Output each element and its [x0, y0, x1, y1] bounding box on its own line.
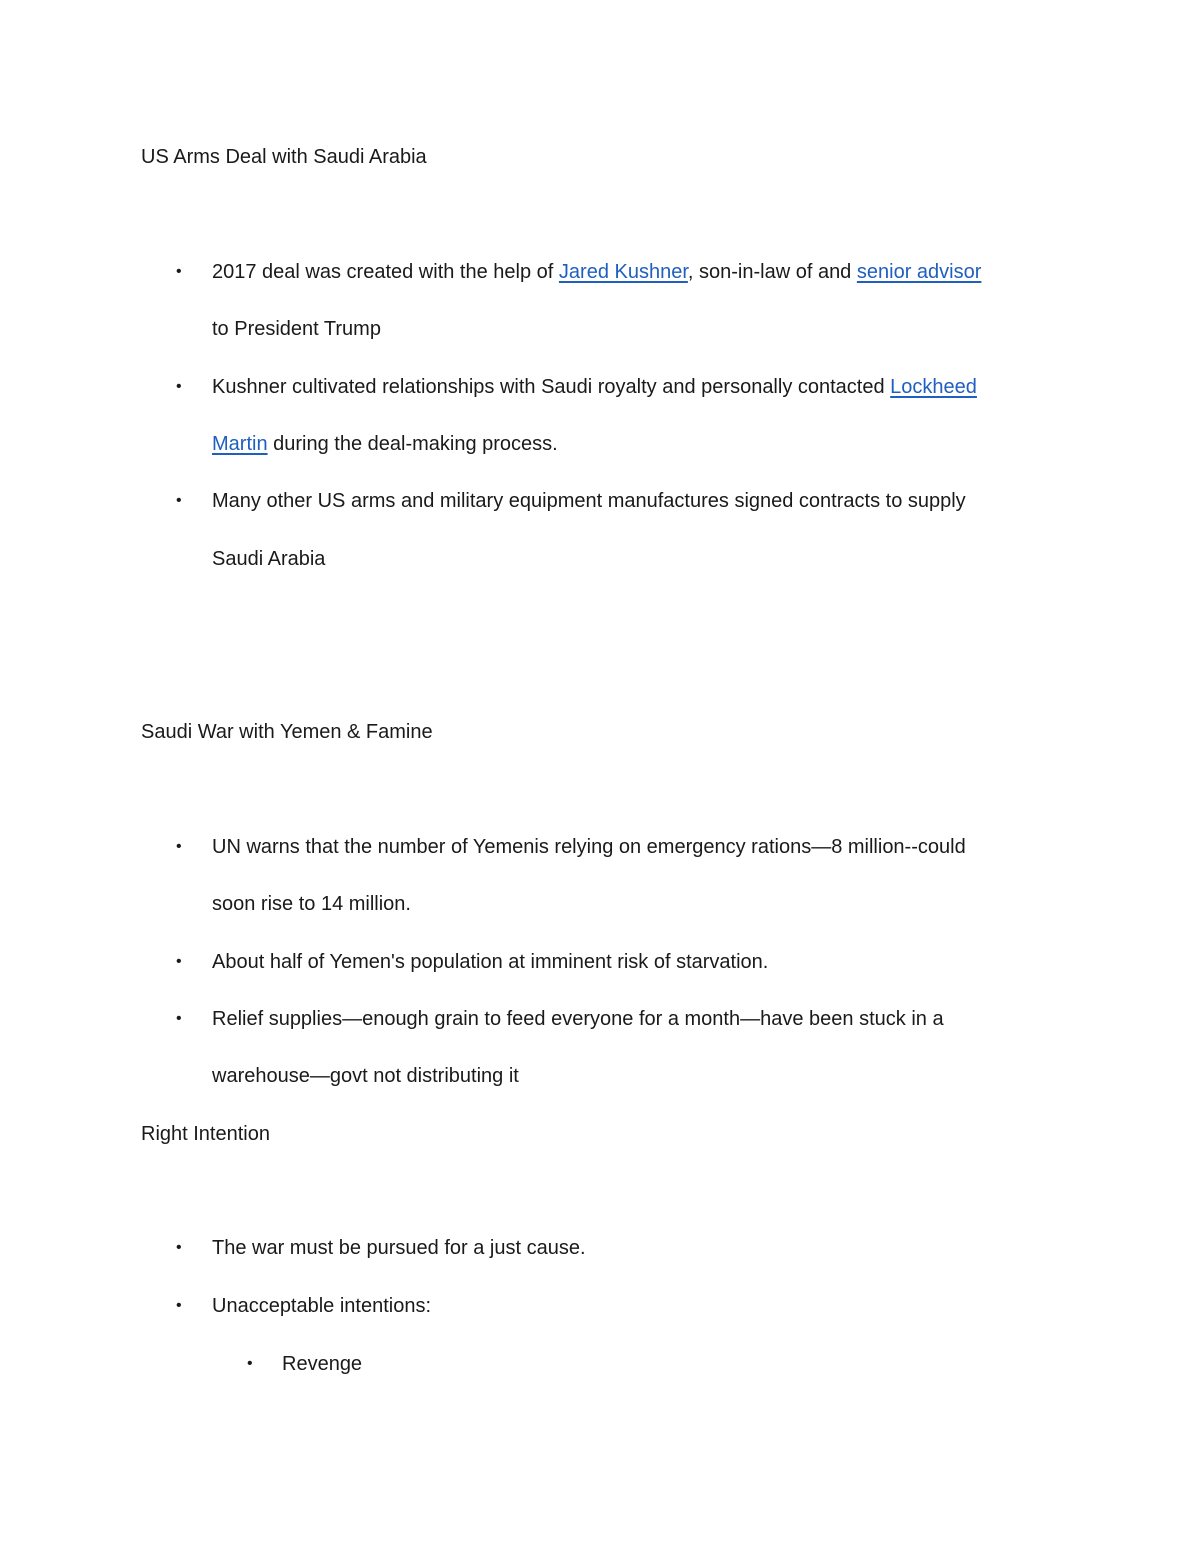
bullet-dot: •	[176, 378, 182, 395]
bullet-continuation: soon rise to 14 million.	[212, 893, 411, 915]
bullet-text: during the deal-making process.	[267, 433, 558, 455]
sub-bullet-dot: •	[247, 1355, 253, 1372]
bullet-line: About half of Yemen's population at imminent risk of starvation.	[212, 951, 769, 973]
bullet-text: , son-in-law of and	[687, 261, 857, 283]
bullet-dot: •	[176, 263, 182, 280]
bullet-line: UN warns that the number of Yemenis relying on emergency rations—8 million--could	[212, 836, 966, 858]
bullet-line	[212, 260, 981, 284]
bullet-dot: •	[176, 838, 182, 855]
bullet-dot: •	[176, 1010, 182, 1027]
section-heading-yemen-famine: Saudi War with Yemen & Famine	[141, 721, 433, 743]
bullet-line: Unacceptable intentions:	[212, 1295, 432, 1317]
bullet-text: Kushner cultivated relationships with Saudi royalty and personally contacted	[212, 376, 891, 398]
bullet-dot: •	[176, 1297, 182, 1314]
bullet-text: 2017 deal was created with the help of	[212, 261, 559, 283]
bullet-dot: •	[176, 492, 182, 509]
bullet-line	[212, 375, 977, 399]
bullet-line: Relief supplies—enough grain to feed everyone for a month—have been stuck in a	[212, 1008, 944, 1030]
bullet-dot: •	[176, 953, 182, 970]
bullet-continuation	[212, 432, 558, 456]
link-lockheed-martin[interactable]: Lockheed	[890, 376, 977, 398]
bullet-line: Many other US arms and military equipment manufactures signed contracts to supply	[212, 490, 966, 512]
sub-bullet-line: Revenge	[282, 1353, 363, 1375]
bullet-line: The war must be pursued for a just cause.	[212, 1237, 586, 1259]
section-heading-arms-deal: US Arms Deal with Saudi Arabia	[141, 146, 427, 168]
bullet-continuation: Saudi Arabia	[212, 548, 326, 570]
bullet-continuation: to President Trump	[212, 318, 381, 340]
section-heading-right-intention: Right Intention	[141, 1123, 270, 1145]
bullet-continuation: warehouse—govt not distributing it	[212, 1065, 519, 1087]
link-senior-advisor[interactable]: senior advisor	[856, 261, 982, 283]
link-jared-kushner[interactable]: Jared Kushner	[558, 261, 688, 283]
bullet-dot: •	[176, 1239, 182, 1256]
link-lockheed-martin-cont[interactable]: Martin	[212, 433, 268, 455]
